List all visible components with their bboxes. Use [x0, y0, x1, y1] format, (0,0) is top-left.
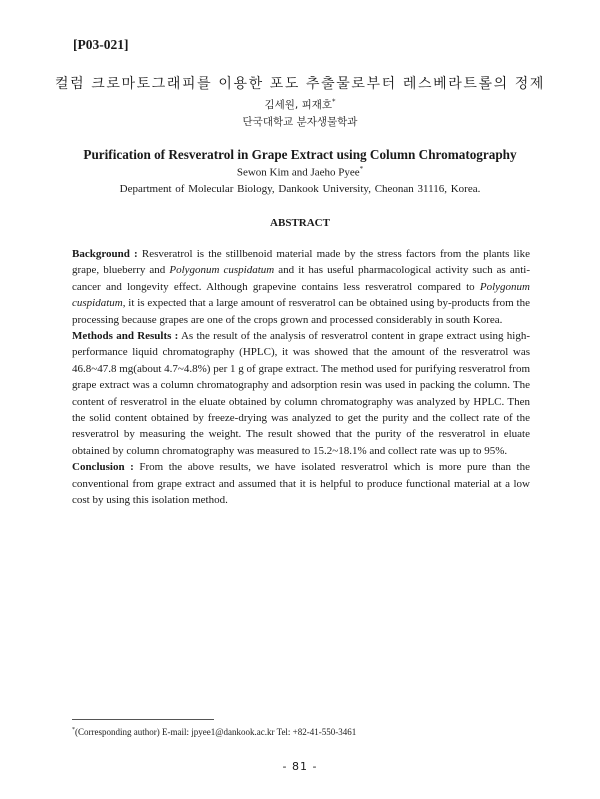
methods-label: Methods and Results :	[72, 330, 179, 343]
background-label: Background :	[72, 248, 138, 260]
english-authors	[0, 165, 600, 179]
english-affiliation: Department of Molecular Biology, Dankook University, Cheonan 31116, Korea.	[119, 183, 481, 195]
english-author-names: Sewon Kim and Jaeho Pyee	[236, 166, 360, 179]
background-text-2: and it has useful pharmacological activity such as anti-cancer and longevity effect. Although grapevine contains less resveratrol compared to	[72, 264, 530, 293]
background-paragraph	[72, 246, 530, 328]
background-text-3: , it is expected that a large amount of resveratrol can be obtained using by-products from the processing because grapes are one of the crops grown and processed considerably in south Korea.	[72, 297, 530, 326]
methods-text: As the result of the analysis of resveratrol content in grape extract using high-performance liquid chromatography (HPLC), it was showed that the amount of the resveratrol was 46.8~47.8 mg(about 4.7~4.8%) per 1 g of grape extract. The method used for purifying resveratrol from grape extract was a column chromatography and adsorption resin was used in packing the column. The content of resveratrol in the eluate obtained by column chromatography was analyzed by HPLC. Then the solid content obtained by freeze-drying was analyzed to get the purity and the collect rate of the resveratrol by measuring the weight. The result showed that the purity of the resveratrol in eluate obtained by column chromatography was measured to 15.2~18.1% and collect rate was up to 95%.	[72, 330, 530, 457]
methods-paragraph	[72, 328, 530, 459]
background-species-1: Polygonum cuspidatum	[169, 264, 275, 277]
background-species-2: Polygonum cuspidatum	[72, 280, 530, 310]
abstract-heading: ABSTRACT	[270, 217, 330, 229]
english-title: Purification of Resveratrol in Grape Extract using Column Chromatography	[83, 147, 517, 162]
footnote-mark: *	[72, 727, 75, 733]
page-number: - 81 -	[282, 760, 318, 773]
korean-author-names: 김세원, 피재호	[264, 99, 333, 111]
paper-code: [P03-021]	[73, 37, 129, 52]
korean-affiliation: 단국대학교 분자생물학과	[242, 116, 358, 128]
korean-authors	[0, 97, 600, 112]
korean-title: 컬럼 크로마토그래피를 이용한 포도 추출물로부터 레스베라트롤의 정제	[54, 76, 546, 92]
footnote-text: (Corresponding author) E-mail: jpyee1@dankook.ac.kr Tel: +82-41-550-3461	[75, 727, 357, 737]
abstract-body	[72, 246, 530, 509]
korean-author-mark: *	[332, 97, 336, 106]
conclusion-paragraph	[72, 459, 530, 508]
conclusion-text: From the above results, we have isolated resveratrol which is more pure than the conventional from grape extract and assumed that it is helpful to produce functional material at a low cost by using this isolation method.	[72, 461, 530, 507]
footnote	[72, 727, 356, 737]
conclusion-label: Conclusion :	[72, 461, 134, 474]
footnote-rule	[72, 719, 214, 720]
background-text-1: Resveratrol is the stillbenoid material made by the stress factors from the plants like grape, blueberry and	[72, 248, 530, 277]
english-author-mark: *	[359, 165, 364, 173]
